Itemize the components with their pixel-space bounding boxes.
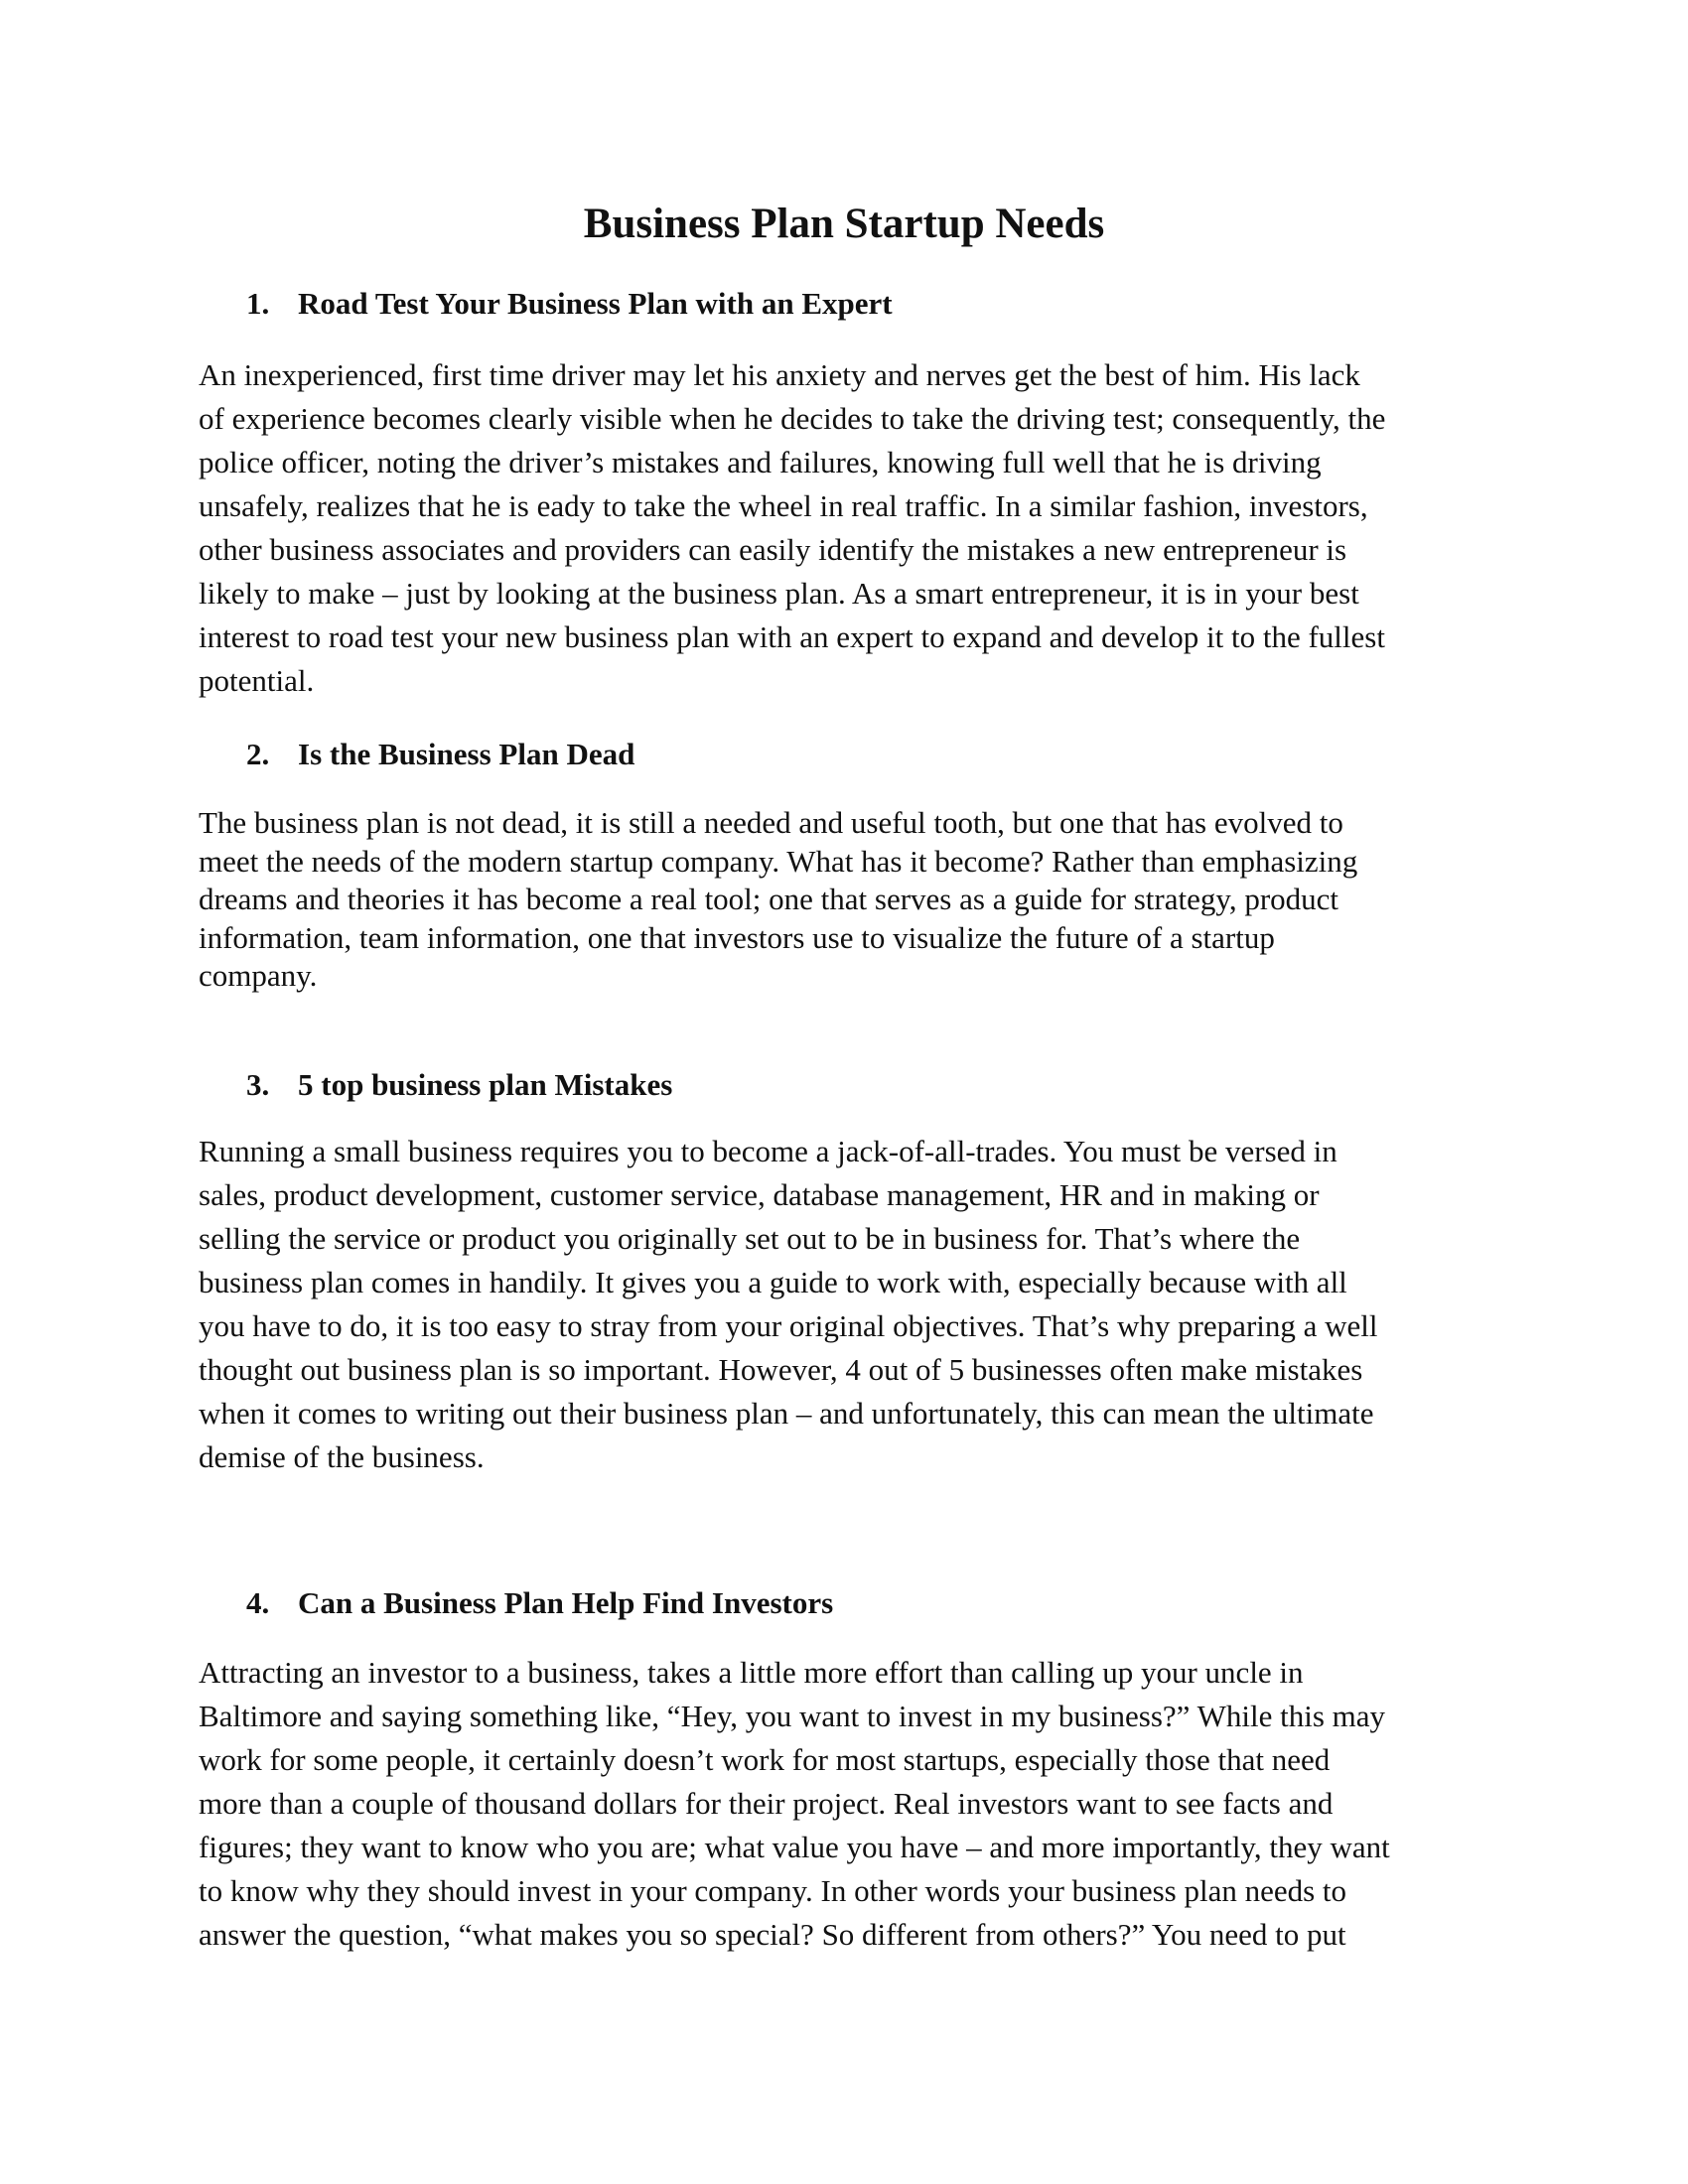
- section-4-paragraph: [199, 1651, 1509, 1957]
- section-4-heading: [246, 1581, 833, 1625]
- text-line: figures; they want to know who you are; what value you have – and more importantly, they want: [199, 1830, 1390, 1864]
- text-line: unsafely, realizes that he is eady to take the wheel in real traffic. In a similar fashion, investors,: [199, 488, 1368, 523]
- section-1-heading: [246, 282, 893, 326]
- section-number: 2.: [246, 737, 270, 771]
- text-line: potential.: [199, 663, 315, 698]
- text-line: selling the service or product you originally set out to be in business for. That’s where the: [199, 1221, 1301, 1256]
- text-line: when it comes to writing out their business plan – and unfortunately, this can mean the ultimate: [199, 1396, 1374, 1431]
- text-line: business plan comes in handily. It gives you a guide to work with, especially because with all: [199, 1265, 1347, 1299]
- section-3-heading: [246, 1063, 672, 1107]
- section-title: 5 top business plan Mistakes: [298, 1067, 673, 1102]
- text-line: Baltimore and saying something like, “Hey, you want to invest in my business?” While this may: [199, 1699, 1386, 1733]
- section-number: 4.: [246, 1585, 270, 1620]
- text-line: company.: [199, 958, 318, 993]
- text-line: interest to road test your new business plan with an expert to expand and develop it to the fullest: [199, 619, 1385, 654]
- text-line: An inexperienced, first time driver may let his anxiety and nerves get the best of him. His lack: [199, 357, 1360, 392]
- section-1-paragraph: [199, 353, 1509, 703]
- text-line: information, team information, one that investors use to visualize the future of a startup: [199, 919, 1275, 955]
- section-title: Can a Business Plan Help Find Investors: [298, 1585, 834, 1620]
- text-line: to know why they should invest in your company. In other words your business plan needs to: [199, 1873, 1347, 1908]
- text-line: other business associates and providers can easily identify the mistakes a new entrepreneur is: [199, 532, 1347, 567]
- text-line: Running a small business requires you to become a jack-of-all-trades. You must be versed in: [199, 1134, 1337, 1168]
- text-line: thought out business plan is so important. However, 4 out of 5 businesses often make mistakes: [199, 1352, 1363, 1387]
- text-line: demise of the business.: [199, 1439, 485, 1474]
- document-title: Business Plan Startup Needs: [583, 201, 1105, 247]
- section-2-paragraph: [199, 804, 1509, 996]
- text-line: Attracting an investor to a business, takes a little more effort than calling up your uncle in: [199, 1655, 1304, 1690]
- section-title: Is the Business Plan Dead: [298, 737, 635, 771]
- section-3-paragraph: [199, 1130, 1509, 1479]
- section-number: 1.: [246, 286, 270, 321]
- text-line: you have to do, it is too easy to stray from your original objectives. That’s why preparing a well: [199, 1308, 1378, 1343]
- text-line: The business plan is not dead, it is still a needed and useful tooth, but one that has evolved to: [199, 805, 1343, 840]
- text-line: work for some people, it certainly doesn’t work for most startups, especially those that need: [199, 1742, 1331, 1777]
- text-line: dreams and theories it has become a real tool; one that serves as a guide for strategy, product: [199, 882, 1339, 916]
- section-title: Road Test Your Business Plan with an Expert: [298, 286, 893, 321]
- text-line: meet the needs of the modern startup company. What has it become? Rather than emphasizing: [199, 843, 1358, 879]
- text-line: sales, product development, customer service, database management, HR and in making or: [199, 1177, 1320, 1212]
- text-line: answer the question, “what makes you so special? So different from others?” You need to put: [199, 1917, 1346, 1952]
- text-line: police officer, noting the driver’s mistakes and failures, knowing full well that he is driving: [199, 445, 1322, 479]
- text-line: of experience becomes clearly visible when he decides to take the driving test; consequently, the: [199, 401, 1386, 436]
- section-2-heading: [246, 733, 634, 776]
- text-line: likely to make – just by looking at the business plan. As a smart entrepreneur, it is in your best: [199, 576, 1359, 611]
- section-number: 3.: [246, 1067, 270, 1102]
- text-line: more than a couple of thousand dollars for their project. Real investors want to see facts and: [199, 1786, 1334, 1821]
